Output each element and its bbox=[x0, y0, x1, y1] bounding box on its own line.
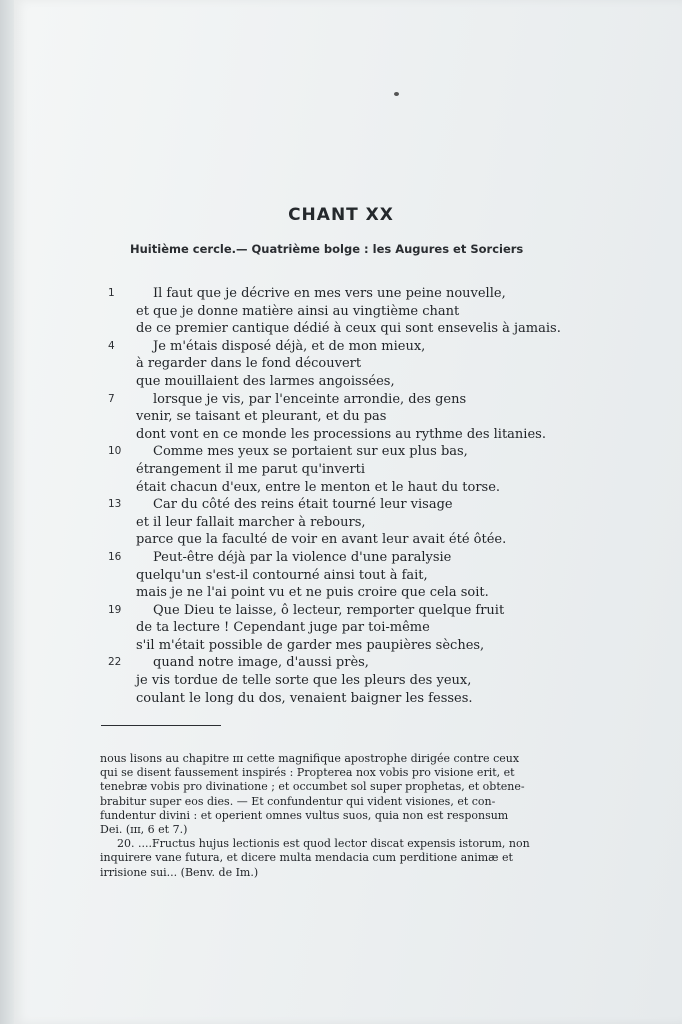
verse-line bbox=[108, 338, 598, 356]
verse-text: Je m'étais disposé déjà, et de mon mieux, bbox=[153, 338, 426, 354]
verse-line bbox=[108, 408, 598, 426]
verse-text: quelqu'un s'est-il contourné ainsi tout à fait, bbox=[136, 567, 428, 583]
footnote-line: 20. ....Fructus hujus lectionis est quod lector discat expensis istorum, non bbox=[117, 837, 530, 851]
verse-number: 19 bbox=[108, 603, 122, 616]
verse-text: je vis tordue de telle sorte que les pleurs des yeux, bbox=[136, 673, 472, 689]
verse-text: mais je ne l'ai point vu et ne puis croire que cela soit. bbox=[136, 585, 489, 601]
verse-line bbox=[108, 637, 598, 655]
verse-line bbox=[108, 496, 598, 514]
footnote-rule bbox=[101, 725, 221, 726]
verse-line bbox=[108, 619, 598, 637]
book-spine-shadow bbox=[0, 0, 14, 1024]
verse-line bbox=[108, 355, 598, 373]
chant-title: CHANT XX bbox=[288, 205, 394, 225]
verse-line bbox=[108, 567, 598, 585]
footnote-line: nous lisons au chapitre ɪɪɪ cette magnifique apostrophe dirigée contre ceux bbox=[100, 752, 520, 765]
footnote-line: brabitur super eos dies. — Et confundentur qui vident visiones, et con- bbox=[100, 794, 496, 808]
verse-number: 7 bbox=[108, 392, 115, 405]
paper-speck bbox=[394, 92, 399, 96]
verse-line bbox=[108, 654, 598, 672]
verse-number: 1 bbox=[108, 287, 115, 299]
chant-subtitle: Huitième cercle.— Quatrième bolge : les Augures et Sorciers bbox=[130, 242, 524, 256]
verse-text: quand notre image, d'aussi près, bbox=[153, 655, 369, 671]
verse-text: dont vont en ce monde les processions au rythme des litanies. bbox=[136, 426, 546, 442]
verse-text: de ce premier cantique dédié à ceux qui sont ensevelis à jamais. bbox=[136, 321, 561, 337]
verse-line bbox=[108, 391, 598, 409]
verse-number: 16 bbox=[108, 550, 122, 563]
verse-line bbox=[108, 690, 598, 708]
verse-text: que mouillaient des larmes angoissées, bbox=[136, 373, 395, 389]
verse-text: lorsque je vis, par l'enceinte arrondie, des gens bbox=[153, 391, 467, 407]
verse-line bbox=[108, 672, 598, 690]
footnote-line: inquirere vane futura, et dicere multa mendacia cum perditione animæ et bbox=[100, 851, 513, 865]
footnote-line: irrisione sui... (Benv. de Im.) bbox=[100, 865, 259, 879]
verse-text: Peut-être déjà par la violence d'une paralysie bbox=[153, 549, 452, 565]
verse-number: 22 bbox=[108, 656, 122, 669]
verse-text: et il leur fallait marcher à rebours, bbox=[136, 514, 366, 530]
verse-text: venir, se taisant et pleurant, et du pas bbox=[136, 409, 387, 425]
verse-text: Comme mes yeux se portaient sur eux plus bas, bbox=[153, 444, 468, 460]
verse-line bbox=[108, 549, 598, 567]
verse-line bbox=[108, 320, 598, 338]
verse-text: de ta lecture ! Cependant juge par toi-même bbox=[136, 620, 430, 636]
verse-line bbox=[108, 426, 598, 444]
verse-line bbox=[108, 443, 598, 461]
verse-text: étrangement il me parut qu'inverti bbox=[136, 461, 366, 477]
verse-number: 10 bbox=[108, 445, 122, 458]
verse-text: Car du côté des reins était tourné leur visage bbox=[153, 497, 453, 513]
verse-block bbox=[108, 285, 598, 707]
verse-line bbox=[108, 479, 598, 497]
footnote-line: qui se disent faussement inspirés : Propterea nox vobis pro visione erit, et bbox=[100, 766, 515, 780]
verse-text: Que Dieu te laisse, ô lecteur, remporter quelque fruit bbox=[153, 602, 505, 618]
verse-number: 4 bbox=[108, 339, 115, 352]
footnotes-block bbox=[100, 752, 590, 880]
verse-line bbox=[108, 285, 598, 303]
verse-line bbox=[108, 514, 598, 532]
verse-line bbox=[108, 531, 598, 549]
verse-line bbox=[108, 584, 598, 602]
verse-text: était chacun d'eux, entre le menton et le haut du torse. bbox=[136, 479, 501, 495]
verse-line bbox=[108, 461, 598, 479]
verse-text: coulant le long du dos, venaient baigner les fesses. bbox=[136, 690, 473, 706]
verse-text: parce que la faculté de voir en avant leur avait été ôtée. bbox=[136, 532, 507, 548]
verse-line bbox=[108, 602, 598, 620]
verse-line bbox=[108, 303, 598, 321]
verse-text: et que je donne matière ainsi au vingtième chant bbox=[136, 303, 460, 319]
verse-text: s'il m'était possible de garder mes paupières sèches, bbox=[136, 637, 485, 653]
verse-text: Il faut que je décrive en mes vers une peine nouvelle, bbox=[153, 286, 506, 301]
footnote-line: Dei. (ɪɪɪ, 6 et 7.) bbox=[100, 822, 188, 836]
verse-text: à regarder dans le fond découvert bbox=[136, 356, 362, 372]
verse-line bbox=[108, 373, 598, 391]
verse-number: 13 bbox=[108, 498, 122, 511]
footnote-line: tenebræ vobis pro divinatione ; et occumbet sol super prophetas, et obtene- bbox=[100, 780, 525, 794]
footnote-line: fundentur divini : et operient omnes vultus suos, quia non est responsum bbox=[100, 808, 509, 822]
